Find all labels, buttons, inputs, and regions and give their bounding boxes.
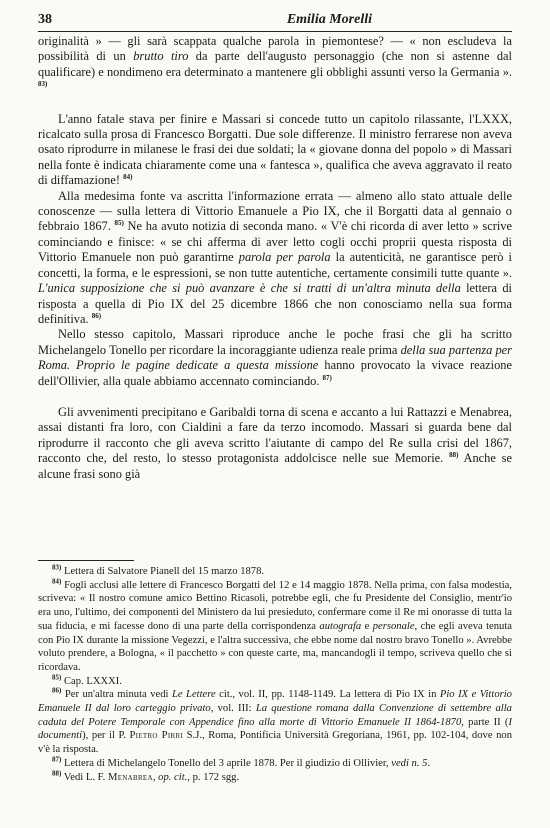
paragraph — [38, 189, 512, 328]
text-span: la autenticità, ne garantisce però i concetti, la forma, e le espressioni, se non tutte autentiche, certamente consimili tutte quante ». — [38, 250, 512, 280]
text-span: hanno provocato la vivace reazione dell'Ollivier, alla quale abbiamo accennato cominciando. — [38, 358, 512, 388]
italic-span: I documenti — [38, 716, 512, 742]
footnote-ref: 87) — [52, 755, 62, 764]
footnote — [38, 688, 512, 757]
paragraph — [38, 405, 512, 482]
text-span: e — [361, 620, 373, 632]
text-span: L'anno fatale stava per finire e Massari si concede tutto un capitolo rilassante, l'LXXX, ricalcato sulla prosa di Francesco Borgatti. Due sole differenze. Il ministro ferrarese non aveva osato riprodurre in milanese le frasi dei due soldati; la « giovane donna del popolo » di Massari nella fonte è indicata chiaramente come una « fantesca », qualifica che aveva aggravato il reato di diffamazione! — [38, 111, 512, 188]
footnote-ref: 87) — [322, 373, 332, 382]
paragraph-gap — [38, 96, 512, 112]
text-span: Per un'altra minuta vedi — [61, 689, 172, 701]
footnote — [38, 757, 512, 771]
running-title: Emilia Morelli — [286, 12, 372, 27]
text-span: Ne ha avuto notizia di seconda mano. « V'è chi ricorda di aver letto » scrive cominciando e finisce: « se chi afferma di aver letto cogli occhi proprii questa risposta di Vittorio Emanuele non può garantirne — [38, 219, 512, 265]
text-span: Lettera di Michelangelo Tonello del 3 aprile 1878. Per il giudizio di Ollivier, — [61, 757, 392, 769]
footnote-ref: 88) — [449, 451, 459, 460]
italic-span: vedi n. 5 — [391, 757, 428, 769]
text-span: Fogli acclusi alle lettere di Francesco Borgatti del 12 e 14 maggio 1878. Nella prima, con falsa modestia, scriveva: « Il nostro comune amico Bettino Ricasoli, potrebbe egli, che fu Presidente del Consiglio, mentr'io era uno, l'ultimo, dei componenti del Ministero da lui presieduto, confermare come il Re mi onorasse di tutta la sua fiducia, e mi facesse dono di una parte della corrispondenza — [38, 579, 512, 632]
text-span: ), per il P. — [82, 730, 130, 742]
italic-span: L'unica supposizione che si può avanzare è che si tratti di un'altra minuta della — [38, 281, 461, 296]
small-caps-span: Menabrea — [107, 771, 153, 783]
italic-span: brutto tiro — [133, 49, 189, 64]
text-span: . — [427, 757, 431, 769]
footnote-ref: 83) — [52, 563, 62, 572]
paragraph-gap — [38, 389, 512, 405]
italic-span: op. cit. — [158, 771, 188, 783]
italic-span: parola per parola — [238, 250, 331, 265]
italic-span: La questione romana dalla Convenzione di settembre alla caduta del Potere Temporale con Appendice fino alla morte di Vittorio Emanuele II 1864-1870 — [38, 703, 512, 728]
running-header — [38, 6, 512, 28]
footnote-ref: 84) — [123, 173, 133, 182]
footnote-ref: 85) — [114, 219, 124, 228]
text-span: Nello stesso capitolo, Massari riproduce anche le poche frasi che gli ha scritto Michelangelo Tonello per ricordare la incoraggiante udienza reale prima — [38, 327, 512, 357]
text-span: Gli avvenimenti precipitano e Garibaldi torna di scena e accanto a lui Rattazzi e Menabrea, assai distanti fra loro, con Cialdini a fare da terzo incomodo. Massari si guarda bene dal riprodurre il racconto che gli aveva scritto l'aiutante di campo del Re sulla crisi del 1867, racconto che, del resto, lo stesso protagonista addolcisce nelle sue Memorie. — [38, 404, 512, 466]
text-span: lettera di risposta a quella di Pio IX del 25 dicembre 1866 che non conosciamo nella sua forma definitiva. — [38, 281, 512, 326]
footnote — [38, 565, 512, 579]
footnote-ref: 86) — [52, 686, 62, 695]
paragraph — [38, 34, 512, 96]
text-span: Cap. LXXXI. — [61, 675, 122, 687]
footnote-separator — [38, 560, 134, 561]
header-rule — [38, 31, 512, 32]
italic-span: Pio IX e Vittorio Emanuele II dal loro carteggio privato — [38, 689, 512, 715]
page-number: 38 — [38, 12, 52, 27]
footnote-ref: 83) — [38, 80, 48, 89]
footnotes — [38, 565, 512, 784]
text-span: , che egli aveva tenuta con Pio IX durante la missione Vegezzi, e l'altra successiva, che ebbe nome dal nostro bravo Tonello ». Avrebbe voluto prendere, a Bologna, « il pacchetto » con queste carte, ma, mancandogli il tempo, scriveva quello che si ricordava. — [38, 620, 512, 673]
italic-span: personale — [372, 620, 415, 632]
text-span: cit., vol. II, pp. 1148-1149. La lettera di Pio IX in — [215, 689, 440, 701]
text-span: , — [152, 771, 159, 783]
text-span: , vol. III: — [210, 703, 256, 715]
footnote-ref: 88) — [52, 769, 62, 778]
paragraph — [38, 112, 512, 189]
small-caps-span: Pietro Pirri — [129, 730, 184, 742]
text-span: Vedi L. F. — [61, 771, 108, 783]
footnote-ref: 86) — [91, 311, 102, 320]
footnote — [38, 579, 512, 675]
footnote-ref: 84) — [52, 577, 62, 586]
italic-span: Le Lettere — [171, 689, 216, 701]
footnote-ref: 85) — [52, 673, 62, 682]
text-span: Alla medesima fonte va ascritta l'informazione errata — almeno allo stato attuale delle conoscenze — sulla lettera di Vittorio Emanuele a Pio IX, che il Borgatti data al gennaio o febbraio 1867. — [38, 188, 512, 234]
main-text — [38, 34, 512, 482]
footnote — [38, 771, 512, 785]
italic-span: autografa — [319, 620, 362, 632]
text-span: Lettera di Salvatore Pianell del 15 marzo 1878. — [61, 566, 265, 577]
italic-span: della sua partenza per Roma. Proprio le pagine dedicate a questa missione — [38, 342, 512, 373]
paragraph — [38, 327, 512, 389]
text-span: Anche se alcune frasi sono già — [38, 451, 512, 481]
text-span: , parte II ( — [461, 716, 509, 728]
text-span: S.J., Roma, Pontificia Università Gregoriana, 1961, pp. 102-104, dove non v'è la risposta. — [38, 730, 513, 756]
text-span: originalità » — gli sarà scappata qualche parola in piemontese? — « non escludeva la possibilità di un — [38, 34, 512, 64]
text-span: , p. 172 sgg. — [187, 771, 240, 783]
footnote — [38, 675, 512, 689]
text-span: da parte dell'augusto personaggio (che non si astenne dal qualificare) e nondimeno era determinato a mantenere gli obblighi assunti verso la Germania ». — [38, 49, 512, 79]
